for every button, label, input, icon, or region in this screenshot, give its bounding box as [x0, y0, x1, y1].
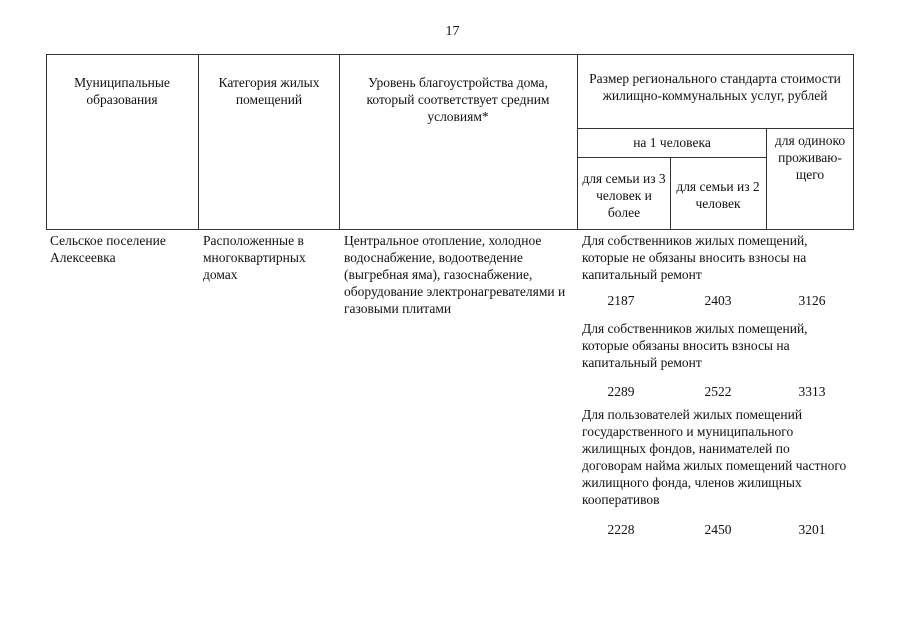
row-municipality: Сельское поселение Алексеевка [50, 233, 166, 265]
value-family2: 2403 [704, 293, 732, 308]
row-category: Расположенные в многоквартирных домах [203, 233, 306, 282]
header-municipal: Муниципальные образования [74, 75, 170, 107]
header-per-person: на 1 человека [633, 135, 711, 150]
header-category: Категория жилых помещений [218, 75, 320, 107]
value-family2: 2522 [704, 384, 732, 399]
column-divider [198, 54, 199, 230]
value-single: 3126 [798, 293, 826, 308]
header-family3: для семьи из 3 человек и более [582, 171, 666, 220]
value-family3: 2187 [607, 293, 635, 308]
page-number: 17 [445, 24, 460, 39]
value-family2: 2450 [704, 522, 732, 537]
header-bottom-border [46, 229, 853, 230]
group-label: Для собственников жилых помещений, которые не обязаны вносить взносы на капитальный ремонт [582, 233, 808, 282]
header-level: Уровень благоустройства дома, который соответствует средним условиям* [366, 75, 550, 124]
group-label: Для собственников жилых помещений, которые обязаны вносить взносы на капитальный ремонт [582, 321, 808, 370]
header-standard: Размер регионального стандарта стоимости жилищно-коммунальных услуг, рублей [589, 71, 841, 103]
column-divider [670, 157, 671, 230]
value-family3: 2289 [607, 384, 635, 399]
column-divider [339, 54, 340, 230]
value-single: 3201 [798, 522, 826, 537]
value-single: 3313 [798, 384, 826, 399]
header-single: для одиноко проживаю-щего [774, 133, 846, 182]
row-level: Центральное отопление, холодное водоснабжение, водоотведение (выгребная яма), газоснабжение, оборудование электронагревателями и газовыми плитами [344, 233, 566, 316]
column-divider [766, 128, 767, 230]
value-family3: 2228 [607, 522, 635, 537]
header-divider [577, 128, 853, 129]
table-left-border [46, 54, 47, 230]
table-top-border [46, 54, 853, 55]
header-family2: для семьи из 2 человек [676, 179, 760, 211]
header-divider [577, 157, 766, 158]
group-label: Для пользователей жилых помещений государственного и муниципального жилищных фондов, нанимателей по договорам найма жилых помещений частного жилищного фонда, членов жилищных кооперативов [582, 407, 847, 507]
table-right-border [853, 54, 854, 230]
